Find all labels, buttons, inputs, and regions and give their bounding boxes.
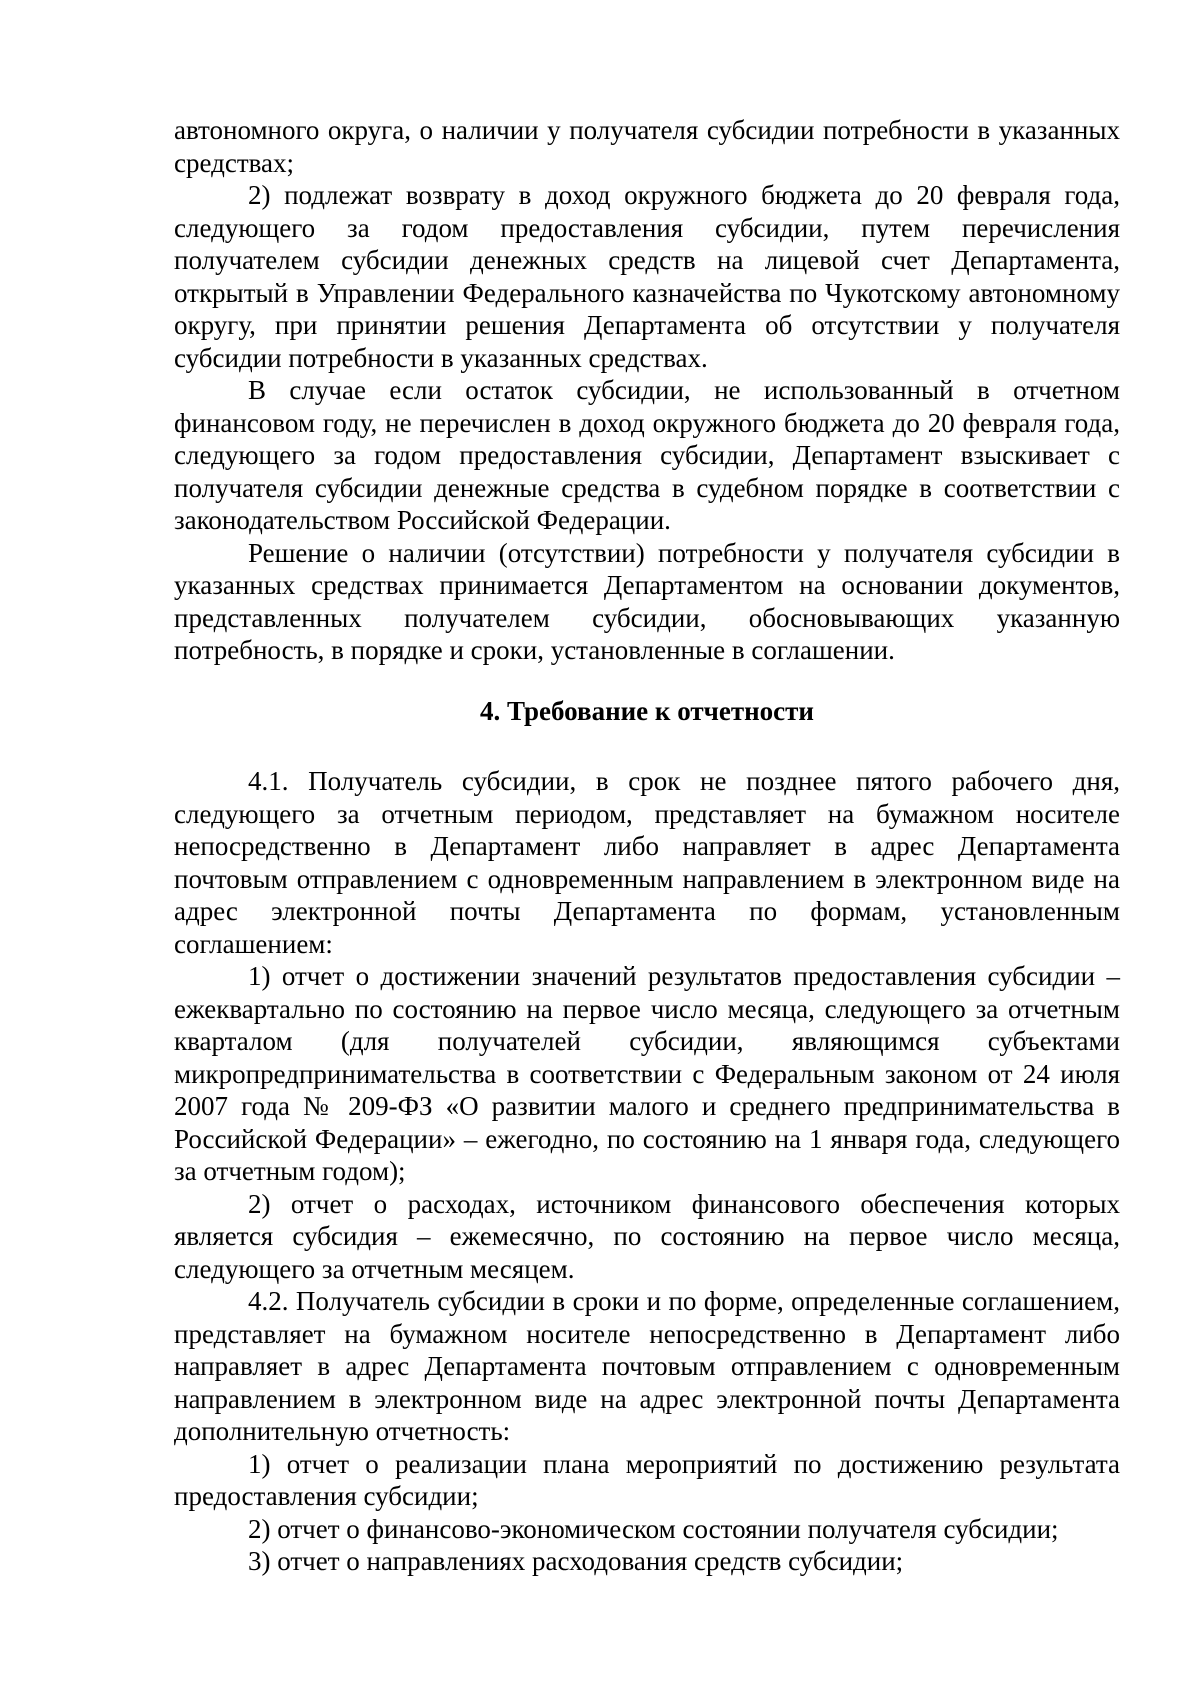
paragraph-4-1: 4.1. Получатель субсидии, в срок не позднее пятого рабочего дня, следующего за отчетным периодом, представляет на бумажном носителе непосредственно в Департамент либо направляет в адрес Департамента почтовым отправлением с одновременным направлением в электронном виде на адрес электронной почты Департамента по формам, установленным соглашением: — [174, 766, 1120, 959]
paragraph-4-2-item-3: 3) отчет о направлениях расходования средств субсидии; — [248, 1546, 904, 1576]
paragraph-4-2: 4.2. Получатель субсидии в сроки и по форме, определенные соглашением, представляет на бумажном носителе непосредственно в Департамент либо направляет в адрес Департамента почтовым отправлением с одновременным направлением в электронном виде на адрес электронной почты Департамента дополнительную отчетность: — [174, 1286, 1120, 1446]
paragraph-4-2-item-2: 2) отчет о финансово-экономическом состоянии получателя субсидии; — [248, 1513, 1059, 1544]
paragraph-continuation: автономного округа, о наличии у получателя субсидии потребности в указанных средствах; — [174, 115, 1120, 178]
paragraph-4-1-item-2: 2) отчет о расходах, источником финансового обеспечения которых является субсидия – ежемесячно, по состоянию на первое число месяца, следующего за отчетным месяцем. — [174, 1188, 1120, 1284]
paragraph-decision: Решение о наличии (отсутствии) потребности у получателя субсидии в указанных средствах принимается Департаментом на основании документов, представленных получателем субсидии, обосновывающих указанную потребность, в порядке и сроки, установленные в соглашении. — [174, 537, 1120, 665]
paragraph-4-2-item-1: 1) отчет о реализации плана мероприятий по достижению результата предоставления субсидии; — [174, 1448, 1120, 1511]
paragraph-item-2-return: 2) подлежат возврату в доход окружного бюджета до 20 февраля года, следующего за годом предоставления субсидии, путем перечисления получателем субсидии денежных средств на лицевой счет Департамента, открытый в Управлении Федерального казначейства по Чукотскому автономному округу, при принятии решения Департамента об отсутствии у получателя субсидии потребности в указанных средствах. — [174, 180, 1120, 373]
paragraph-unused-balance: В случае если остаток субсидии, не использованный в отчетном финансовом году, не перечислен в доход окружного бюджета до 20 февраля года, следующего за годом предоставления субсидии, Департамент взыскивает с получателя субсидии денежные средства в судебном порядке в соответствии с законодательством Российской Федерации. — [174, 375, 1120, 535]
document-page — [174, 114, 1120, 1578]
paragraph-4-1-item-1: 1) отчет о достижении значений результатов предоставления субсидии – ежеквартально по состоянию на первое число месяца, следующего за отчетным кварталом (для получателей субсидии, являющимся субъектами микропредпринимательства в соответствии с Федеральным законом от 24 июля 2007 года № 209-ФЗ «О развитии малого и среднего предпринимательства в Российской Федерации» – ежегодно, по состоянию на 1 января года, следующего за отчетным годом); — [174, 961, 1120, 1186]
section-heading: 4. Требование к отчетности — [480, 695, 814, 726]
